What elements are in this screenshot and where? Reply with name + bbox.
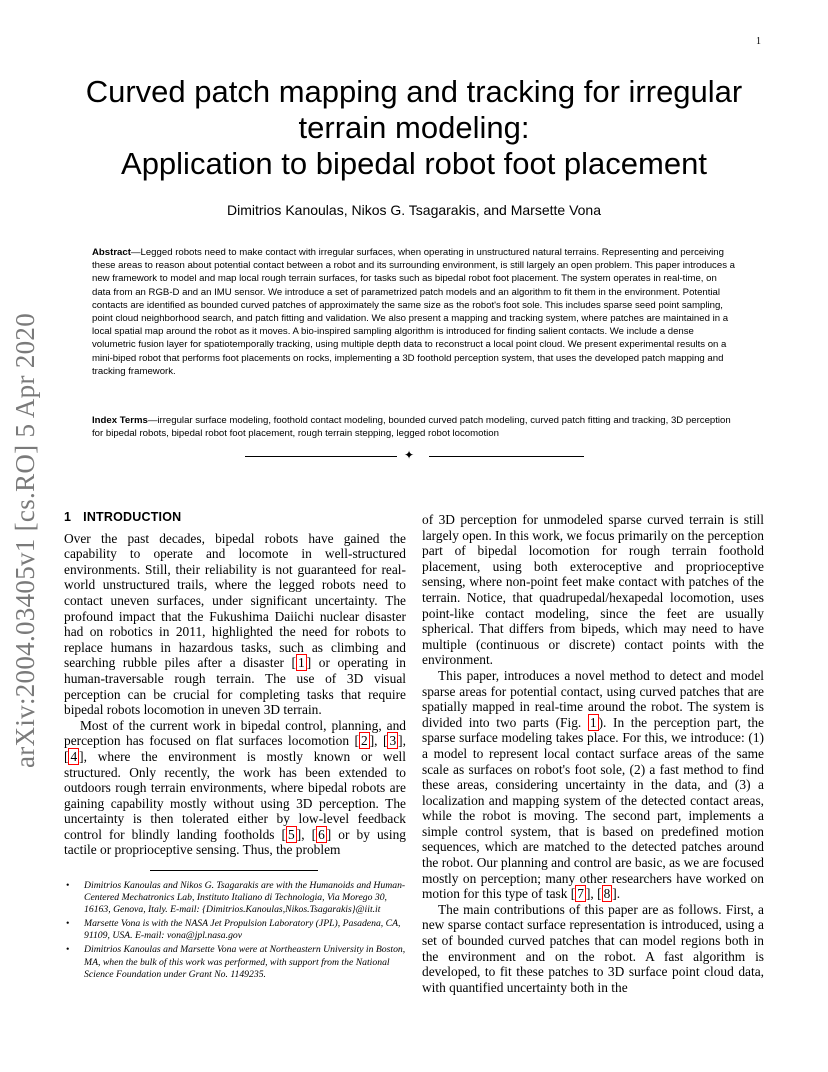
citation-link[interactable]: 6 — [318, 826, 325, 842]
author-list: Dimitrios Kanoulas, Nikos G. Tsagarakis, and Marsette Vona — [226, 202, 602, 218]
citation-link[interactable]: 8 — [603, 886, 611, 902]
title-line-3: Application to bipedal robot foot placement — [121, 146, 707, 181]
citation-link[interactable]: 5 — [288, 826, 295, 842]
left-column — [64, 510, 406, 858]
footnote: • Dimitrios Kanoulas and Nikos G. Tsagarakis are with the Humanoids and Human-Centered Mechatronics Lab, Instituto Italiano di Technologia, Via Morego 30, 16163, Genova, Italy. E-mail: {Dimitrios.Kanoulas,Nikos.Tsagarakis}@iit.it — [64, 880, 406, 916]
footnotes — [64, 880, 406, 983]
citation-link[interactable]: 1 — [298, 655, 305, 671]
divider-line-left — [245, 456, 397, 457]
paragraph-text: or by using tactile or proprioceptive sensing. Thus, the problem — [64, 826, 406, 858]
citation-link[interactable]: 7 — [577, 886, 584, 902]
paragraph: Over the past decades, bipedal robots have gained the capability to operate and locomote in well-structured environments. Still, their reliability is not guaranteed for real-world unstructured trails, where the legged robots need to contact uneven surfaces, under significant uncertainty. The profound impact that the Fukushima Daiichi nuclear disaster had on robotics in 2011, highlighted the need for robots to replace humans in hazardous tasks, such as climbing and searching rubble piles after a disaster [ 1 ] or operating in human-traversable rough terrain. The use of 3D visual perception can be crucial for completing tasks that require bipedal robots locomotion in uneven 3D terrain. — [64, 530, 407, 718]
page-number: 1 — [756, 36, 761, 47]
paragraph-text: Most of the current work in bipedal control, planning, and perception has focused on flat surfaces locomotion — [64, 717, 406, 749]
index-terms-text: —irregular surface modeling, foothold contact modeling, bounded curved patch modeling, curved patch fitting and tracking, 3D perception for bipedal robots, bipedal robot foot placement, rough terrain stepping, legged robot locomotion — [92, 415, 731, 440]
paragraph-text: or operating in human-traversable rough terrain. The use of 3D visual perception can be crucial for completing tasks that require bipedal robots locomotion in uneven 3D terrain. — [64, 655, 407, 718]
citation-link[interactable]: 3 — [389, 733, 397, 749]
citation-separator: , — [301, 826, 312, 842]
paragraph-text: , where the environment is mostly known or well structured. Only recently, the work has been extended to outdoors rough terrain environments, where bipedal robots are gaining capability mostly without using 3D perception. The uncertainty is then tolerated either by low-level feedback control for blindly landing footholds — [64, 748, 406, 842]
citation-separator: , — [590, 886, 598, 902]
paragraph: Most of the current work in bipedal control, planning, and perception has focused on flat surfaces locomotion [ 2 ], [ 3 ], [ 4 ], where the environment is mostly known or well structured. Only recently, the work has been extended to outdoors rough terrain environments, where bipedal robots are gaining capability mostly without using 3D perception. The uncertainty is then tolerated either by low-level feedback control for blindly landing footholds [ 5 ], [ 6 ] or by using tactile or proprioceptive sensing. Thus, the problem — [64, 717, 406, 858]
section-number: 1 — [64, 510, 72, 524]
abstract-label: Abstract — [92, 247, 131, 258]
citation-separator: , — [374, 733, 383, 749]
paragraph: This paper, introduces a novel method to detect and model sparse areas for potential contact, using curved patches that are spatially mapped in real-time around the robot. The system is divided into two parts (Fig. 1 ). In the perception part, the sparse surface modeling takes place. For this, we introduce: (1) a model to represent local contact surface areas of the same scale as surfaces on robot's foot sole, (2) a fast method to find these areas, considering uncertainty in the data, and (3) a localization and mapping system of the detected contact areas, while the robot is moving. The second part, implements a simple control system, that is based on predefined motion sequences, which are matched to the detected patches around the robot. Our planning and control are basic, as we are focused mostly on perception; many other researchers have worked on motion for this type of task [ 7 ], [ 8 ]. — [422, 667, 764, 902]
section-divider — [245, 448, 585, 463]
citation-separator: , — [402, 733, 406, 749]
paragraph-text: . — [616, 886, 621, 902]
paragraph-text: ). In the perception part, the sparse surface modeling takes place. For this, we introduce: (1) a model to represent local contact surface areas of the same scale as surfaces on robot's foot sole, (2) a fast method to find these areas, considering uncertainty in the data, and (3) a localization and mapping system of the detected contact areas, while the robot is moving. The second part, implements a simple control system, that is based on predefined motion sequences, which are matched to the detected patches around the robot. Our planning and control are basic, as we are focused mostly on perception; many other researchers have worked on motion for this type of task — [422, 714, 764, 902]
paragraph: The main contributions of this paper are as follows. First, a new sparse contact surface representation is introduced, using a set of bounded curved patches that can model regions both in the environment and on the robot. A fast algorithm is developed, to fit these patches to 3D surface point cloud data, with quantified uncertainty both in the — [422, 901, 764, 995]
abstract — [92, 246, 736, 378]
figure-link[interactable]: 1 — [589, 714, 597, 730]
paper-title — [60, 74, 768, 182]
divider-star-icon: ✦ — [404, 448, 415, 462]
paragraph: of 3D perception for unmodeled sparse curved terrain is still largely open. In this work, we focus primarily on the perception part of bipedal locomotion for rough terrain foothold placement, using both exteroceptive and proprioceptive sensing, where non-point feet make contact with patches of the terrain. Notice, that quadrupedal/hexapedal locomotion, uses point-like contact modeling, since the feet are usually spherical. That differs from bipeds, which may need to have multiple (continuous or discrete) contact points with the environment. — [422, 512, 764, 668]
index-terms — [92, 414, 736, 440]
arxiv-identifier-stamp — [6, 290, 46, 790]
footnote: • Dimitrios Kanoulas and Marsette Vona were at Northeastern University in Boston, MA, when the bulk of this work was performed, with support from the National Science Foundation under Grant No. 1149235. — [64, 944, 406, 980]
title-line-1: Curved patch mapping and tracking for irregular — [85, 74, 743, 109]
divider-line-right — [429, 456, 584, 457]
title-line-2: terrain modeling: — [298, 110, 530, 145]
paragraph-text: This paper, introduces a novel method to detect and model sparse areas for potential contact, using curved patches that are spatially mapped in real-time around the robot. The system is divided into two parts (Fig. — [422, 667, 764, 730]
footnote-rule — [150, 870, 318, 871]
section-heading — [64, 510, 406, 526]
section-title: INTRODUCTION — [83, 510, 182, 524]
citation-link[interactable]: 2 — [360, 733, 368, 749]
citation-link[interactable]: 4 — [70, 748, 78, 764]
index-terms-label: Index Terms — [92, 415, 148, 426]
footnote: • Marsette Vona is with the NASA Jet Propulsion Laboratory (JPL), Pasadena, CA, 91109, USA. E-mail: vona@jpl.nasa.gov — [64, 918, 406, 942]
abstract-text: —Legged robots need to make contact with irregular surfaces, when operating in unstructured natural terrains. Representing and perceiving these areas to reason about potential contact between a robot and its surrounding environment, is still largely an open problem. This paper introduces a new framework to model and map local rough terrain surfaces, for tasks such as bipedal robot foot placement. The system operates in real-time, on data from an RGB-D and an IMU sensor. We introduce a set of parametrized patch models and an algorithm to fit them in the environment. Potential contacts are identified as bounded curved patches of approximately the same size as the robot's foot sole. This includes sparse seed point sampling, point cloud neighborhood search, and patch fitting and validation. We also present a mapping and tracking system, where patches are maintained in a local spatial map around the robot as it moves. A bio-inspired sampling algorithm is introduced for finding salient contacts. We include a dense volumetric fusion layer for spatiotemporally tracking, using multiple depth data to reconstruct a local point cloud. We present experimental results on a mini-biped robot that performs foot placements on rocks, implementing a 3D foothold perception system, that uses the developed patch mapping and tracking framework. — [92, 247, 735, 377]
paragraph-text: Over the past decades, bipedal robots have gained the capability to operate and locomote in well-structured environments. Still, their reliability is not guaranteed for real-world unstructured trails, where the legged robots need to contact uneven surfaces, under significant uncertainty. The profound impact that the Fukushima Daiichi nuclear disaster had on robotics in 2011, highlighted the need for robots to replace humans in hazardous tasks, such as climbing and searching rubble piles after a disaster — [64, 530, 406, 671]
right-column — [422, 512, 764, 995]
arxiv-identifier-text: arXiv:2004.03405v1 [cs.RO] 5 Apr 2020 — [10, 312, 41, 768]
